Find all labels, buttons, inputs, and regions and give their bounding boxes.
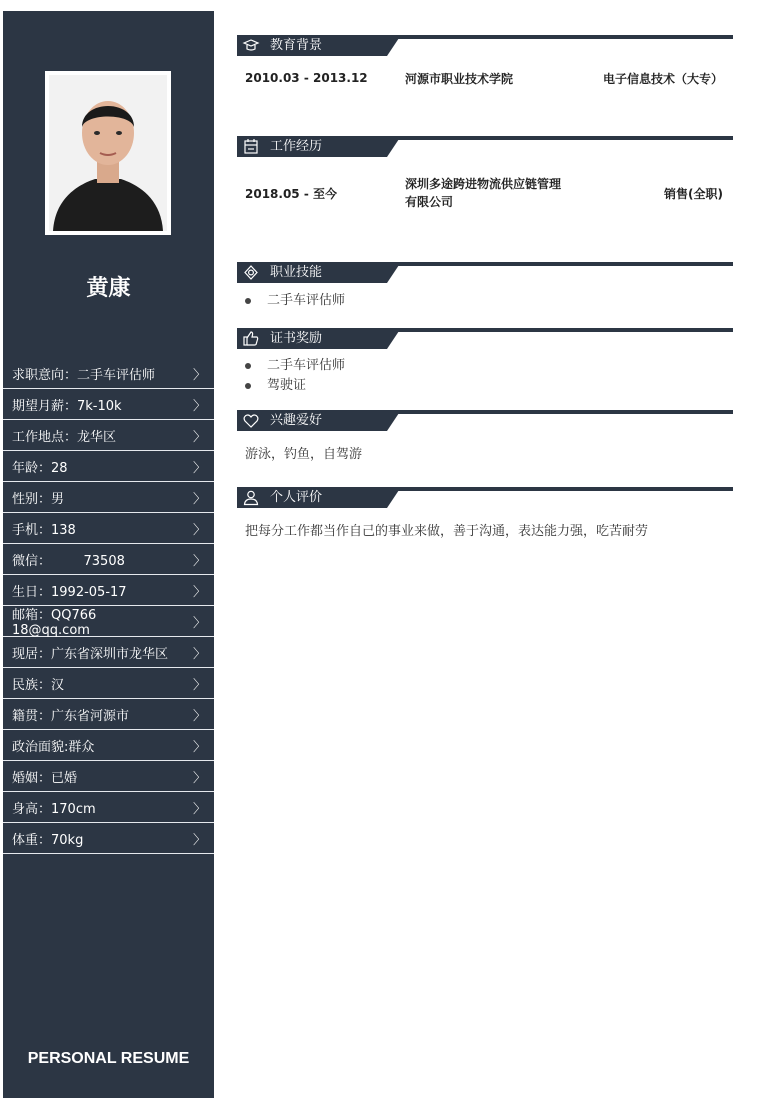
list-item: 驾驶证 xyxy=(245,376,733,396)
chevron-right-icon: 〉 xyxy=(192,522,206,538)
chevron-right-icon: 〉 xyxy=(192,646,206,662)
chevron-right-icon: 〉 xyxy=(192,739,206,755)
info-text: 生日：1992-05-17 xyxy=(12,584,127,600)
education-major: 电子信息技术（大专） xyxy=(602,71,723,86)
section-hobbies xyxy=(237,410,733,462)
chevron-right-icon: 〉 xyxy=(192,460,206,476)
work-row xyxy=(237,157,733,229)
chevron-right-icon: 〉 xyxy=(192,367,206,383)
thumbs-up-icon xyxy=(242,330,260,347)
avatar xyxy=(49,75,167,231)
chevron-right-icon: 〉 xyxy=(192,553,206,569)
info-item-job-intention[interactable] xyxy=(3,358,214,389)
section-skills xyxy=(237,262,733,311)
section-work xyxy=(237,136,733,229)
info-text: 体重：70kg xyxy=(12,832,84,848)
work-position: 销售(全职) xyxy=(664,186,723,201)
chevron-right-icon: 〉 xyxy=(192,615,206,631)
person-icon xyxy=(242,489,260,506)
section-title: 个人评价 xyxy=(270,490,323,505)
skills-list xyxy=(237,291,733,311)
calendar-icon xyxy=(242,138,260,155)
header-rule xyxy=(387,262,733,266)
info-text: 求职意向：二手车评估师 xyxy=(12,367,156,383)
chevron-right-icon: 〉 xyxy=(192,491,206,507)
info-item-wechat[interactable] xyxy=(3,544,214,575)
chevron-right-icon: 〉 xyxy=(192,801,206,817)
section-title: 职业技能 xyxy=(270,265,323,280)
certificates-list xyxy=(237,356,733,396)
heart-icon xyxy=(242,412,260,429)
sidebar xyxy=(3,11,214,1098)
chevron-right-icon: 〉 xyxy=(192,832,206,848)
info-text: 政治面貌:群众 xyxy=(12,739,95,755)
work-company: 深圳多途跨进物流供应链管理有限公司 xyxy=(405,177,562,209)
info-item-political-status[interactable] xyxy=(3,730,214,761)
chevron-right-icon: 〉 xyxy=(192,770,206,786)
list-item: 二手车评估师 xyxy=(245,356,733,376)
info-text: 手机：138 xyxy=(12,522,76,538)
info-item-marital-status[interactable] xyxy=(3,761,214,792)
gear-icon xyxy=(242,264,260,281)
section-title: 证书奖励 xyxy=(270,331,323,346)
chevron-right-icon: 〉 xyxy=(192,429,206,445)
info-text: 微信： 73508 xyxy=(12,553,125,569)
section-self-evaluation xyxy=(237,487,733,539)
info-item-age[interactable] xyxy=(3,451,214,482)
info-text: 邮箱：QQ766 18@qq.com xyxy=(12,608,123,638)
chevron-right-icon: 〉 xyxy=(192,584,206,600)
info-item-weight[interactable] xyxy=(3,823,214,854)
hobbies-text: 游泳，钓鱼，自驾游 xyxy=(245,447,363,462)
chevron-right-icon: 〉 xyxy=(192,708,206,724)
section-header xyxy=(237,136,733,157)
graduation-cap-icon xyxy=(242,37,260,54)
info-text: 民族：汉 xyxy=(12,677,65,693)
section-header xyxy=(237,487,733,508)
info-text: 工作地点：龙华区 xyxy=(12,429,117,445)
info-item-phone[interactable] xyxy=(3,513,214,544)
info-item-salary[interactable] xyxy=(3,389,214,420)
list-item: 二手车评估师 xyxy=(245,291,733,311)
section-certificates xyxy=(237,328,733,396)
chevron-right-icon: 〉 xyxy=(192,677,206,693)
personal-resume-label: PERSONAL RESUME xyxy=(27,1050,190,1067)
info-text: 籍贯：广东省河源市 xyxy=(12,708,130,724)
info-item-height[interactable] xyxy=(3,792,214,823)
main-content xyxy=(237,35,733,539)
info-text: 现居：广东省深圳市龙华区 xyxy=(12,646,169,662)
info-text: 性别：男 xyxy=(12,491,65,507)
section-title: 教育背景 xyxy=(270,38,323,53)
work-period: 2018.05 - 至今 xyxy=(245,186,337,201)
section-header xyxy=(237,410,733,431)
info-text: 年龄：28 xyxy=(12,460,68,476)
info-item-email[interactable] xyxy=(3,606,214,637)
section-education xyxy=(237,35,733,100)
self-evaluation-text: 把每分工作都当作自己的事业来做，善于沟通，表达能力强，吃苦耐劳 xyxy=(245,524,649,539)
header-rule xyxy=(387,487,733,491)
profile-photo xyxy=(45,71,171,235)
info-text: 婚姻：已婚 xyxy=(12,770,78,786)
header-rule xyxy=(387,328,733,332)
info-item-residence[interactable] xyxy=(3,637,214,668)
info-item-location[interactable] xyxy=(3,420,214,451)
candidate-name: 黄康 xyxy=(86,276,131,301)
header-rule xyxy=(387,136,733,140)
chevron-right-icon: 〉 xyxy=(192,398,206,414)
personal-info-list xyxy=(3,358,214,854)
section-title: 兴趣爱好 xyxy=(270,413,323,428)
header-rule xyxy=(387,410,733,414)
info-item-ethnicity[interactable] xyxy=(3,668,214,699)
section-title: 工作经历 xyxy=(270,139,323,154)
education-school: 河源市职业技术学院 xyxy=(405,71,514,86)
section-header xyxy=(237,35,733,56)
info-text: 期望月薪：7k-10k xyxy=(12,398,122,414)
info-text: 身高：170cm xyxy=(12,801,96,817)
info-item-gender[interactable] xyxy=(3,482,214,513)
education-row xyxy=(237,56,733,100)
header-rule xyxy=(387,35,733,39)
section-header xyxy=(237,262,733,283)
section-header xyxy=(237,328,733,349)
info-item-birthday[interactable] xyxy=(3,575,214,606)
info-item-hometown[interactable] xyxy=(3,699,214,730)
education-period: 2010.03 - 2013.12 xyxy=(245,71,368,85)
